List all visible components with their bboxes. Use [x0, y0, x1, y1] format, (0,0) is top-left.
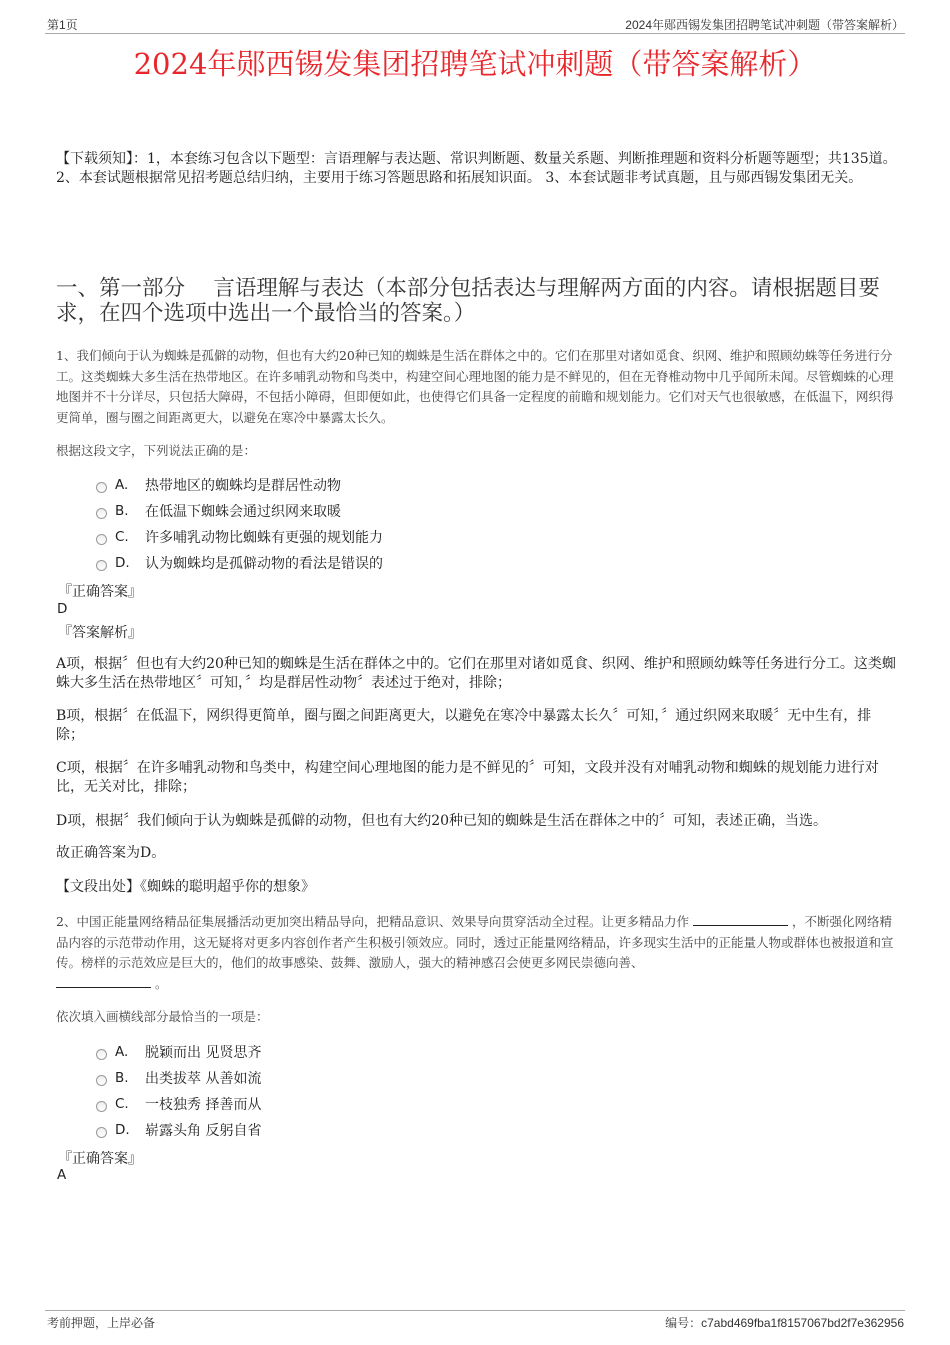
q2-answer: A — [57, 1167, 67, 1183]
footer-slogan: 考前押题，上岸必备 — [47, 1316, 156, 1330]
option-letter: C. — [115, 1096, 129, 1112]
analysis-c: C项，根据〞在许多哺乳动物和鸟类中，构建空间心理地图的能力是不鲜见的〞可知，文段并没有对哺乳动物和蜘蛛的规划能力进行对比，无关对比，排除； — [56, 760, 879, 795]
header-divider — [45, 33, 905, 34]
q2-option-b[interactable] — [96, 1068, 261, 1088]
option-letter: D. — [115, 555, 130, 571]
q2-answer-label: 『正确答案』 — [58, 1151, 142, 1167]
option-text: 一枝独秀 择善而从 — [145, 1097, 262, 1113]
radio-button[interactable] — [96, 1127, 107, 1138]
q2-option-d[interactable] — [96, 1120, 261, 1140]
option-letter: B. — [115, 503, 129, 519]
radio-button[interactable] — [96, 1049, 107, 1060]
text-source: 【文段出处】《蜘蛛的聪明超乎你的想象》 — [56, 879, 315, 895]
radio-button[interactable] — [96, 508, 107, 519]
option-text: 热带地区的蜘蛛均是群居性动物 — [145, 478, 341, 494]
option-letter: B. — [115, 1070, 129, 1086]
q1-option-b[interactable] — [96, 501, 341, 521]
radio-button[interactable] — [96, 1101, 107, 1112]
radio-button[interactable] — [96, 534, 107, 545]
download-notice: 【下载须知】：1，本套练习包含以下题型：言语理解与表达题、常识判断题、数量关系题、判断推理题和资料分析题等题型；共135道。 2、本套试题根据常见招考题总结归纳，主要用于练习答题思路和拓展知识面。 3、本套试题非考试真题，且与郧西锡发集团无关。 — [56, 151, 897, 186]
q1-answer: D — [57, 601, 68, 617]
option-text: 在低温下蜘蛛会通过织网来取暖 — [145, 504, 341, 520]
fill-blank — [693, 925, 788, 926]
section-heading: 一、第一部分 言语理解与表达（本部分包括表达与理解两方面的内容。请根据题目要求，在四个选项中选出一个最恰当的答案。） — [56, 276, 880, 326]
footer-divider — [45, 1310, 905, 1311]
analysis-b: B项，根据〞在低温下，网织得更简单，圈与圈之间距离更大，以避免在寒冷中暴露太长久〞可知，〞通过织网来取暖〞无中生有，排除； — [56, 708, 872, 743]
option-letter: A. — [115, 477, 129, 493]
q2-text-part: ，不断强化网络精品内容的示范带动作用，这无疑将对更多内容创作者产生积极引领效应。同时，透过正能量网络精品，许多现实生活中的正能量人物或群体也被报道和宣传。榜样的示范效应是巨大的，他们的故事感染、鼓舞、激励人，强大的精神感召会使更多网民崇德向善、 — [56, 914, 894, 970]
option-letter: A. — [115, 1044, 129, 1060]
option-text: 崭露头角 反躬自省 — [145, 1123, 262, 1139]
q1-analysis-label: 『答案解析』 — [58, 625, 142, 641]
analysis-conclusion: 故正确答案为D。 — [56, 845, 166, 861]
question-2-prompt: 依次填入画横线部分最恰当的一项是： — [56, 1009, 269, 1024]
page-number: 第1页 — [47, 18, 78, 32]
option-text: 认为蜘蛛均是孤僻动物的看法是错误的 — [145, 556, 383, 572]
q1-option-c[interactable] — [96, 527, 383, 547]
q2-text-part: 2、中国正能量网络精品征集展播活动更加突出精品导向，把精品意识、效果导向贯穿活动全过程。让更多精品力作 — [56, 914, 689, 929]
q1-answer-label: 『正确答案』 — [58, 584, 142, 600]
option-letter: D. — [115, 1122, 130, 1138]
q2-text-part: 。 — [155, 975, 168, 991]
question-1-prompt: 根据这段文字，下列说法正确的是： — [56, 443, 257, 458]
radio-button[interactable] — [96, 1075, 107, 1086]
option-text: 脱颖而出 见贤思齐 — [145, 1045, 262, 1061]
header-title: 2024年郧西锡发集团招聘笔试冲刺题（带答案解析） — [625, 18, 904, 32]
radio-button[interactable] — [96, 560, 107, 571]
question-2-text — [56, 912, 898, 994]
question-1-text: 1、我们倾向于认为蜘蛛是孤僻的动物，但也有大约20种已知的蜘蛛是生活在群体之中的。它们在那里对诸如觅食、织网、维护和照顾幼蛛等任务进行分工。这类蜘蛛大多生活在热带地区。在许多哺乳动物和鸟类中，构建空间心理地图的能力是不鲜见的，但在无脊椎动物中几乎闻所未闻。尽管蜘蛛的心理地图并不十分详尽，只包括大障碍，不包括小障碍，但即便如此，也使得它们具备一定程度的前瞻和规划能力。它们对天气也很敏感，在低温下，网织得更简单，圈与圈之间距离更大，以避免在寒冷中暴露太长久。 — [56, 348, 894, 425]
analysis-a: A项，根据〞但也有大约20种已知的蜘蛛是生活在群体之中的。它们在那里对诸如觅食、织网、维护和照顾幼蛛等任务进行分工。这类蜘蛛大多生活在热带地区〞可知，〞均是群居性动物〞表述过于绝对，排除； — [56, 656, 896, 691]
option-text: 出类拔萃 从善如流 — [145, 1071, 262, 1087]
q1-option-a[interactable] — [96, 475, 341, 495]
option-letter: C. — [115, 529, 129, 545]
page-title: 2024年郧西锡发集团招聘笔试冲刺题（带答案解析） — [133, 47, 817, 81]
radio-button[interactable] — [96, 482, 107, 493]
analysis-d: D项，根据〞我们倾向于认为蜘蛛是孤僻的动物，但也有大约20种已知的蜘蛛是生活在群体之中的〞可知，表述正确，当选。 — [56, 813, 828, 829]
q1-option-d[interactable] — [96, 553, 383, 573]
fill-blank — [56, 987, 151, 988]
q2-option-c[interactable] — [96, 1094, 261, 1114]
q2-option-a[interactable] — [96, 1042, 261, 1062]
option-text: 许多哺乳动物比蜘蛛有更强的规划能力 — [145, 530, 383, 546]
document-id: 编号：c7abd469fba1f8157067bd2f7e362956 — [665, 1316, 904, 1330]
